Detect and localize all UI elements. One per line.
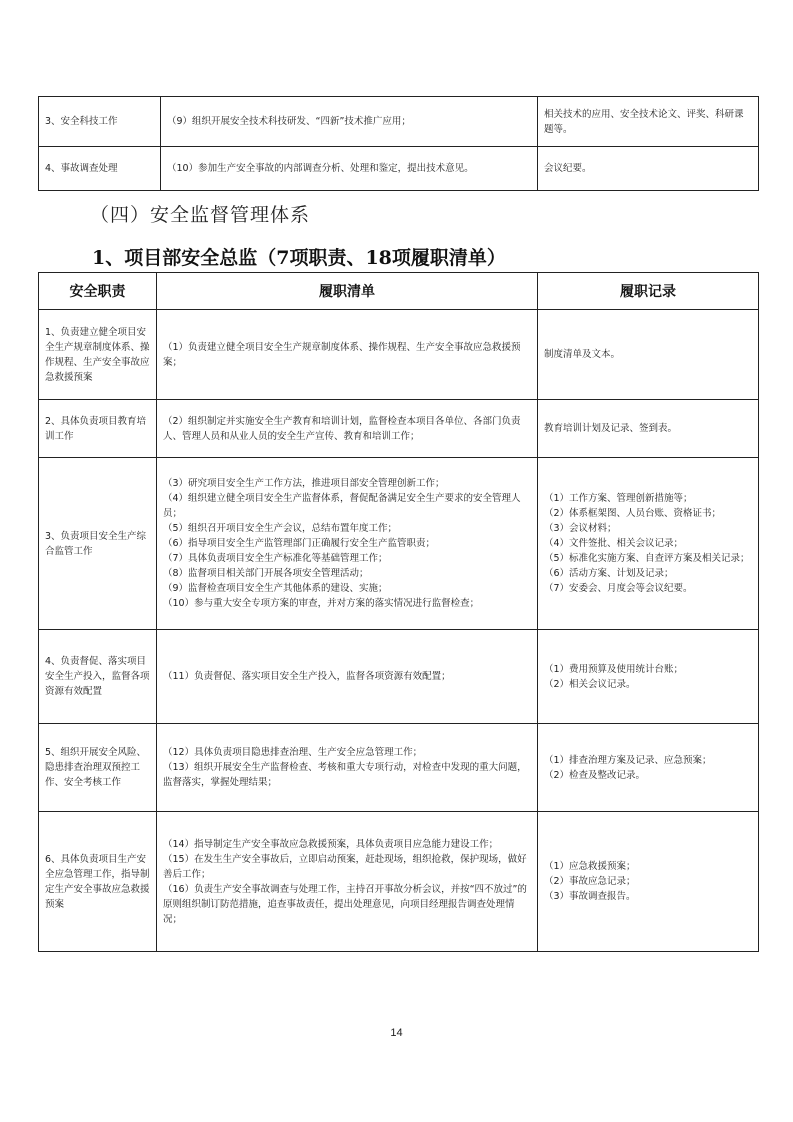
record-cell: 会议纪要。	[538, 147, 759, 191]
list-item: （5）组织召开项目安全生产会议，总结布置年度工作；	[163, 523, 398, 534]
list-item: （13）组织开展安全生产监督检查、考核和重大专项行动，对检查中发现的重大问题，监督落实，掌握处理结果；	[163, 762, 527, 788]
record-cell: 教育培训计划及记录、签到表。	[538, 400, 759, 458]
table-row	[39, 630, 759, 724]
duty-cell: 3、负责项目安全生产综合监管工作	[39, 458, 157, 630]
table-row	[39, 147, 759, 191]
duty-table	[38, 272, 759, 952]
record-cell	[538, 724, 759, 812]
page-number: 14	[390, 1027, 403, 1039]
list-item: （9）监督检查项目安全生产其他体系的建设、实施；	[163, 583, 388, 594]
record-cell: 相关技术的应用、安全技术论文、评奖、科研课题等。	[538, 97, 759, 147]
duty-cell: 3、安全科技工作	[39, 97, 161, 147]
list-item: （14）指导制定生产安全事故应急救援预案，具体负责项目应急能力建设工作；	[163, 838, 499, 850]
record-item: （7）安委会、月度会等会议纪要。	[544, 583, 693, 594]
list-item: （6）指导项目安全生产监管理部门正确履行安全生产监管职责；	[163, 538, 436, 549]
list-cell: （9）组织开展安全技术科技研发、“四新”技术推广应用；	[161, 97, 538, 147]
list-cell: （11）负责督促、落实项目安全生产投入，监督各项资源有效配置；	[157, 630, 538, 724]
duty-cell: 6、具体负责项目生产安全应急管理工作，指导制定生产安全事故应急救援预案	[39, 812, 157, 952]
list-cell	[157, 458, 538, 630]
record-item: （6）活动方案、计划及记录；	[544, 568, 674, 579]
record-item: （2）事故应急记录；	[544, 876, 636, 887]
record-item: （1）工作方案、管理创新措施等；	[544, 493, 693, 504]
table-row	[39, 310, 759, 400]
table-row	[39, 97, 759, 147]
record-item: （1）排查治理方案及记录、应急预案；	[544, 754, 712, 766]
record-cell	[538, 812, 759, 952]
list-item: （4）组织建立健全项目安全生产监督体系，督促配备满足安全生产要求的安全管理人员；	[163, 493, 521, 519]
list-cell: （2）组织制定并实施安全生产教育和培训计划，监督检查本项目各单位、各部门负责人、管理人员和从业人员的安全生产宣传、教育和培训工作；	[157, 400, 538, 458]
header-duty: 安全职责	[39, 273, 157, 310]
list-cell: （1）负责建立健全项目安全生产规章制度体系、操作规程、生产安全事故应急救援预案；	[157, 310, 538, 400]
record-cell	[538, 458, 759, 630]
table-row	[39, 724, 759, 812]
list-item: （16）负责生产安全事故调查与处理工作，主持召开事故分析会议，并按“四不放过”的原则组织制订防范措施，追查事故责任，提出处理意见，向项目经理报告调查处理情况；	[163, 883, 527, 925]
table-row	[39, 458, 759, 630]
header-list: 履职清单	[157, 273, 538, 310]
table-row	[39, 400, 759, 458]
list-item: （15）在发生生产安全事故后，立即启动预案，赶赴现场，组织抢救，保护现场，做好善后工作；	[163, 853, 527, 880]
duty-cell: 4、负责督促、落实项目安全生产投入，监督各项资源有效配置	[39, 630, 157, 724]
record-item: （3）事故调查报告。	[544, 891, 636, 902]
record-item: （3）会议材料；	[544, 523, 617, 534]
record-item: （2）相关会议记录。	[544, 678, 636, 690]
list-item: （8）监督项目相关部门开展各项安全管理活动；	[163, 568, 369, 579]
record-item: （5）标准化实施方案、自查评方案及相关记录；	[544, 553, 750, 564]
record-item: （2）体系框架图、人员台账、资格证书；	[544, 508, 722, 519]
list-item: （3）研究项目安全生产工作方法，推进项目部安全管理创新工作；	[163, 478, 445, 489]
list-item: （12）具体负责项目隐患排查治理、生产安全应急管理工作；	[163, 747, 423, 758]
record-item: （2）检查及整改记录。	[544, 769, 646, 781]
record-item: （1）费用预算及使用统计台账；	[544, 663, 684, 675]
duty-cell: 4、事故调查处理	[39, 147, 161, 191]
list-item: （10）参与重大安全专项方案的审查，并对方案的落实情况进行监督检查；	[163, 598, 480, 609]
table-row	[39, 812, 759, 952]
record-item: （4）文件签批、相关会议记录；	[544, 538, 684, 549]
duty-cell: 5、组织开展安全风险、隐患排查治理双预控工作、安全考核工作	[39, 724, 157, 812]
duty-cell: 1、负责建立健全项目安全生产规章制度体系、操作规程、生产安全事故应急救援预案	[39, 310, 157, 400]
section-heading: （四）安全监督管理体系	[90, 204, 311, 226]
header-record: 履职记录	[538, 273, 759, 310]
table-title: 1、项目部安全总监（7项职责、18项履职清单）	[92, 247, 506, 269]
record-cell	[538, 630, 759, 724]
duty-cell: 2、具体负责项目教育培训工作	[39, 400, 157, 458]
list-cell: （10）参加生产安全事故的内部调查分析、处理和鉴定，提出技术意见。	[161, 147, 538, 191]
table-header-row	[39, 273, 759, 310]
continuation-table	[38, 96, 759, 191]
record-cell: 制度清单及文本。	[538, 310, 759, 400]
record-item: （1）应急救援预案；	[544, 861, 636, 872]
list-cell	[157, 812, 538, 952]
list-item: （7）具体负责项目安全生产标准化等基础管理工作；	[163, 553, 388, 564]
list-cell	[157, 724, 538, 812]
